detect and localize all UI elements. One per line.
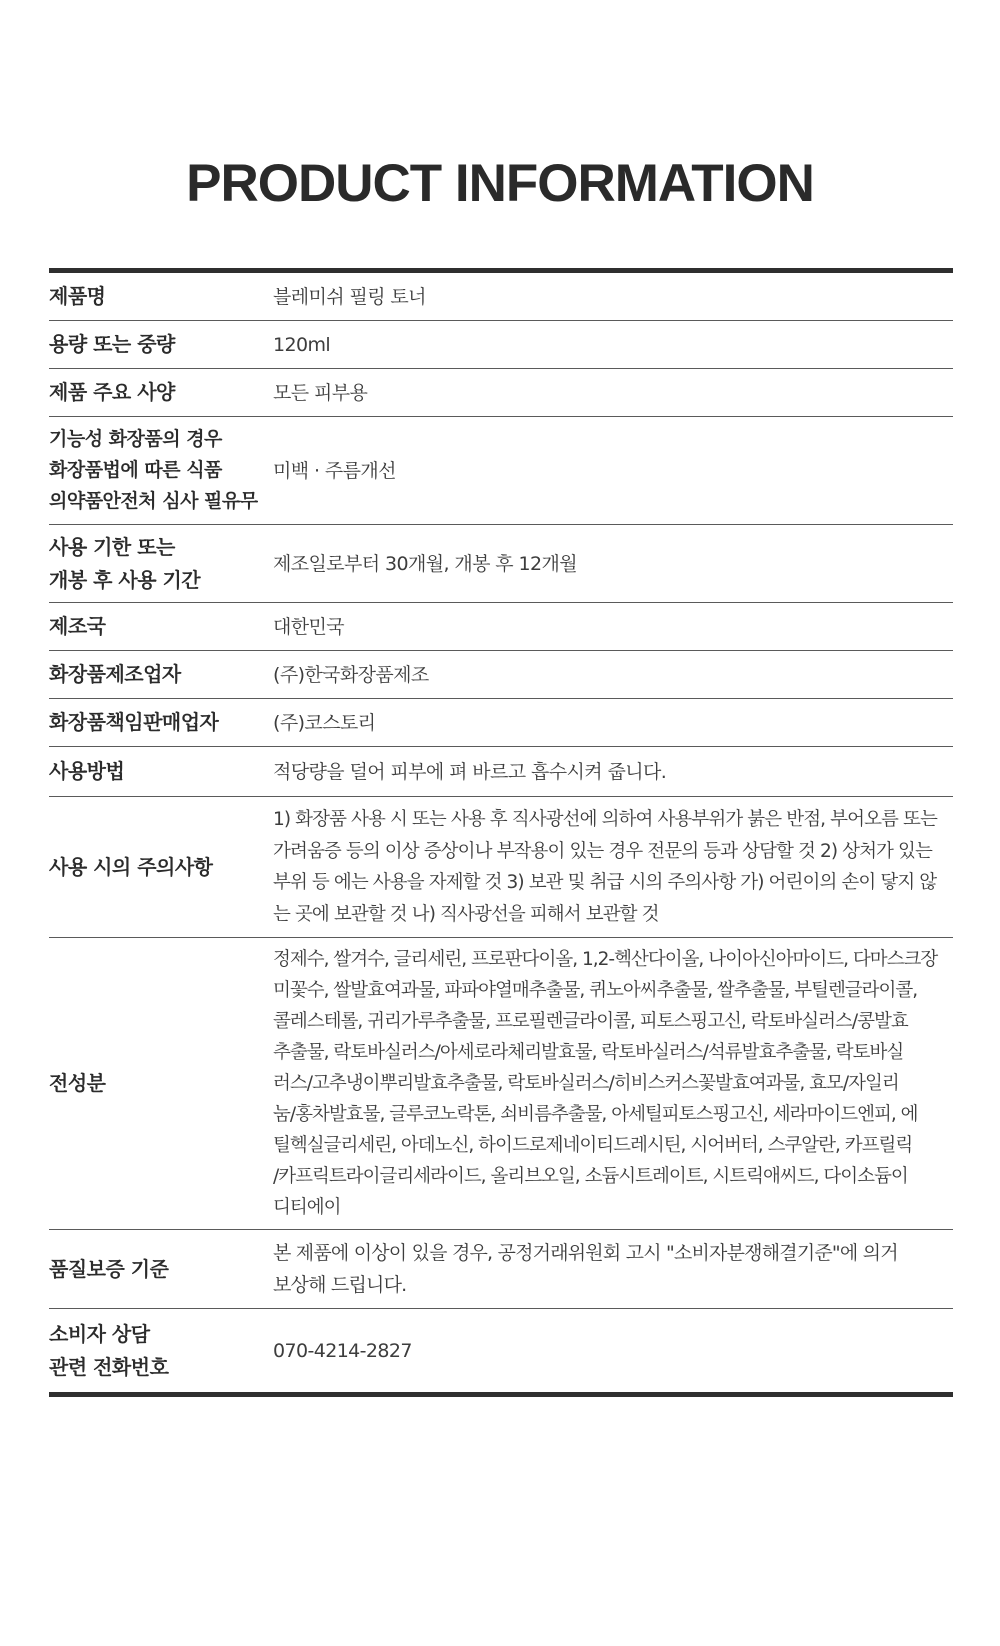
row-value: 적당량을 덜어 피부에 펴 바르고 흡수시켜 줍니다. <box>273 760 667 783</box>
table-row-country <box>49 603 953 651</box>
row-label: 품질보증 기준 <box>49 1256 169 1281</box>
table-row-usage <box>49 747 953 797</box>
table-row-functional <box>49 417 953 525</box>
table-row-manufacturer <box>49 651 953 699</box>
row-label: 화장품제조업자 <box>49 662 181 686</box>
row-value: 제조일로부터 30개월, 개봉 후 12개월 <box>273 552 577 575</box>
table-row-cautions <box>49 797 953 938</box>
table-row-expiry <box>49 525 953 603</box>
row-value: 모든 피부용 <box>273 381 368 404</box>
row-label: 제품명 <box>49 284 106 308</box>
row-value: 정제수, 쌀겨수, 글리세린, 프로판다이올, 1,2-헥산다이올, 나이아신아마이드, 다마스크장 미꽃수, 쌀발효여과물, 파파야열매추출물, 퀴노아씨추출물, 쌀추출물, 부틸렌글라이콜, 콜레스테롤, 귀리가루추출물, 프로필렌글라이콜, 피토스핑고신, 락토바실러스/콩발효 추출물, 락토바실러스/아세로라체리발효물, 락토바실러스/석류발효추출물, 락토바실 러스/고추냉이뿌리발효추출물, 락토바실러스/히비스커스꽃발효여과물, 효모/자일리 눔/홍차발효물, 글루코노락톤, 쇠비름추출물, 아세틸피토스핑고신, 세라마이드엔피, 에 틸헥실글리세린, 아데노신, 하이드로제네이티드레시틴, 시어버터, 스쿠알란, 카프릴릭 /카프릭트라이글리세라이드, 올리브오일, 소듐시트레이트, 시트릭애씨드, 다이소듐이 디티에이 <box>273 949 938 1218</box>
row-value: 070-4214-2827 <box>273 1339 412 1362</box>
table-row-ingredients <box>49 938 953 1230</box>
table-row-quality <box>49 1230 953 1309</box>
row-label: 사용 시의 주의사항 <box>49 854 213 879</box>
table-row-product-name <box>49 273 953 321</box>
table-row-seller <box>49 699 953 747</box>
row-value: 본 제품에 이상이 있을 경우, 공정거래위원회 고시 "소비자분쟁해결기준"에 의거 보상해 드립니다. <box>273 1242 898 1296</box>
row-label: 사용방법 <box>49 759 125 783</box>
product-info-table <box>49 268 953 1397</box>
row-value: (주)한국화장품제조 <box>273 663 429 686</box>
row-value: 미백 · 주름개선 <box>273 459 396 482</box>
row-value: 대한민국 <box>273 615 345 638</box>
table-row-contact <box>49 1309 953 1392</box>
row-value: 블레미쉬 필링 토너 <box>273 285 426 308</box>
row-value: (주)코스토리 <box>273 711 376 734</box>
row-label: 소비자 상담 관련 전화번호 <box>49 1321 169 1379</box>
page-title: PRODUCT INFORMATION <box>186 154 814 213</box>
row-label: 기능성 화장품의 경우 화장품법에 따른 식품 의약품안전처 심사 필유무 <box>49 428 258 512</box>
row-label: 전성분 <box>49 1071 106 1095</box>
row-value: 120ml <box>273 333 331 356</box>
table-row-main-spec <box>49 369 953 417</box>
row-label: 제품 주요 사양 <box>49 380 175 404</box>
table-row-volume <box>49 321 953 369</box>
row-label: 사용 기한 또는 개봉 후 사용 기간 <box>49 534 201 592</box>
row-value: 1) 화장품 사용 시 또는 사용 후 직사광선에 의하여 사용부위가 붉은 반점, 부어오름 또는 가려움증 등의 이상 증상이나 부작용이 있는 경우 전문의 등과 상담할 것 2) 상처가 있는 부위 등 에는 사용을 자제할 것 3) 보관 및 취급 시의 주의사항 가) 어린이의 손이 닿지 않 는 곳에 보관할 것 나) 직사광선을 피해서 보관할 것 <box>273 809 937 925</box>
row-label: 제조국 <box>49 614 106 638</box>
row-label: 화장품책임판매업자 <box>49 710 219 734</box>
row-label: 용량 또는 중량 <box>49 332 175 356</box>
